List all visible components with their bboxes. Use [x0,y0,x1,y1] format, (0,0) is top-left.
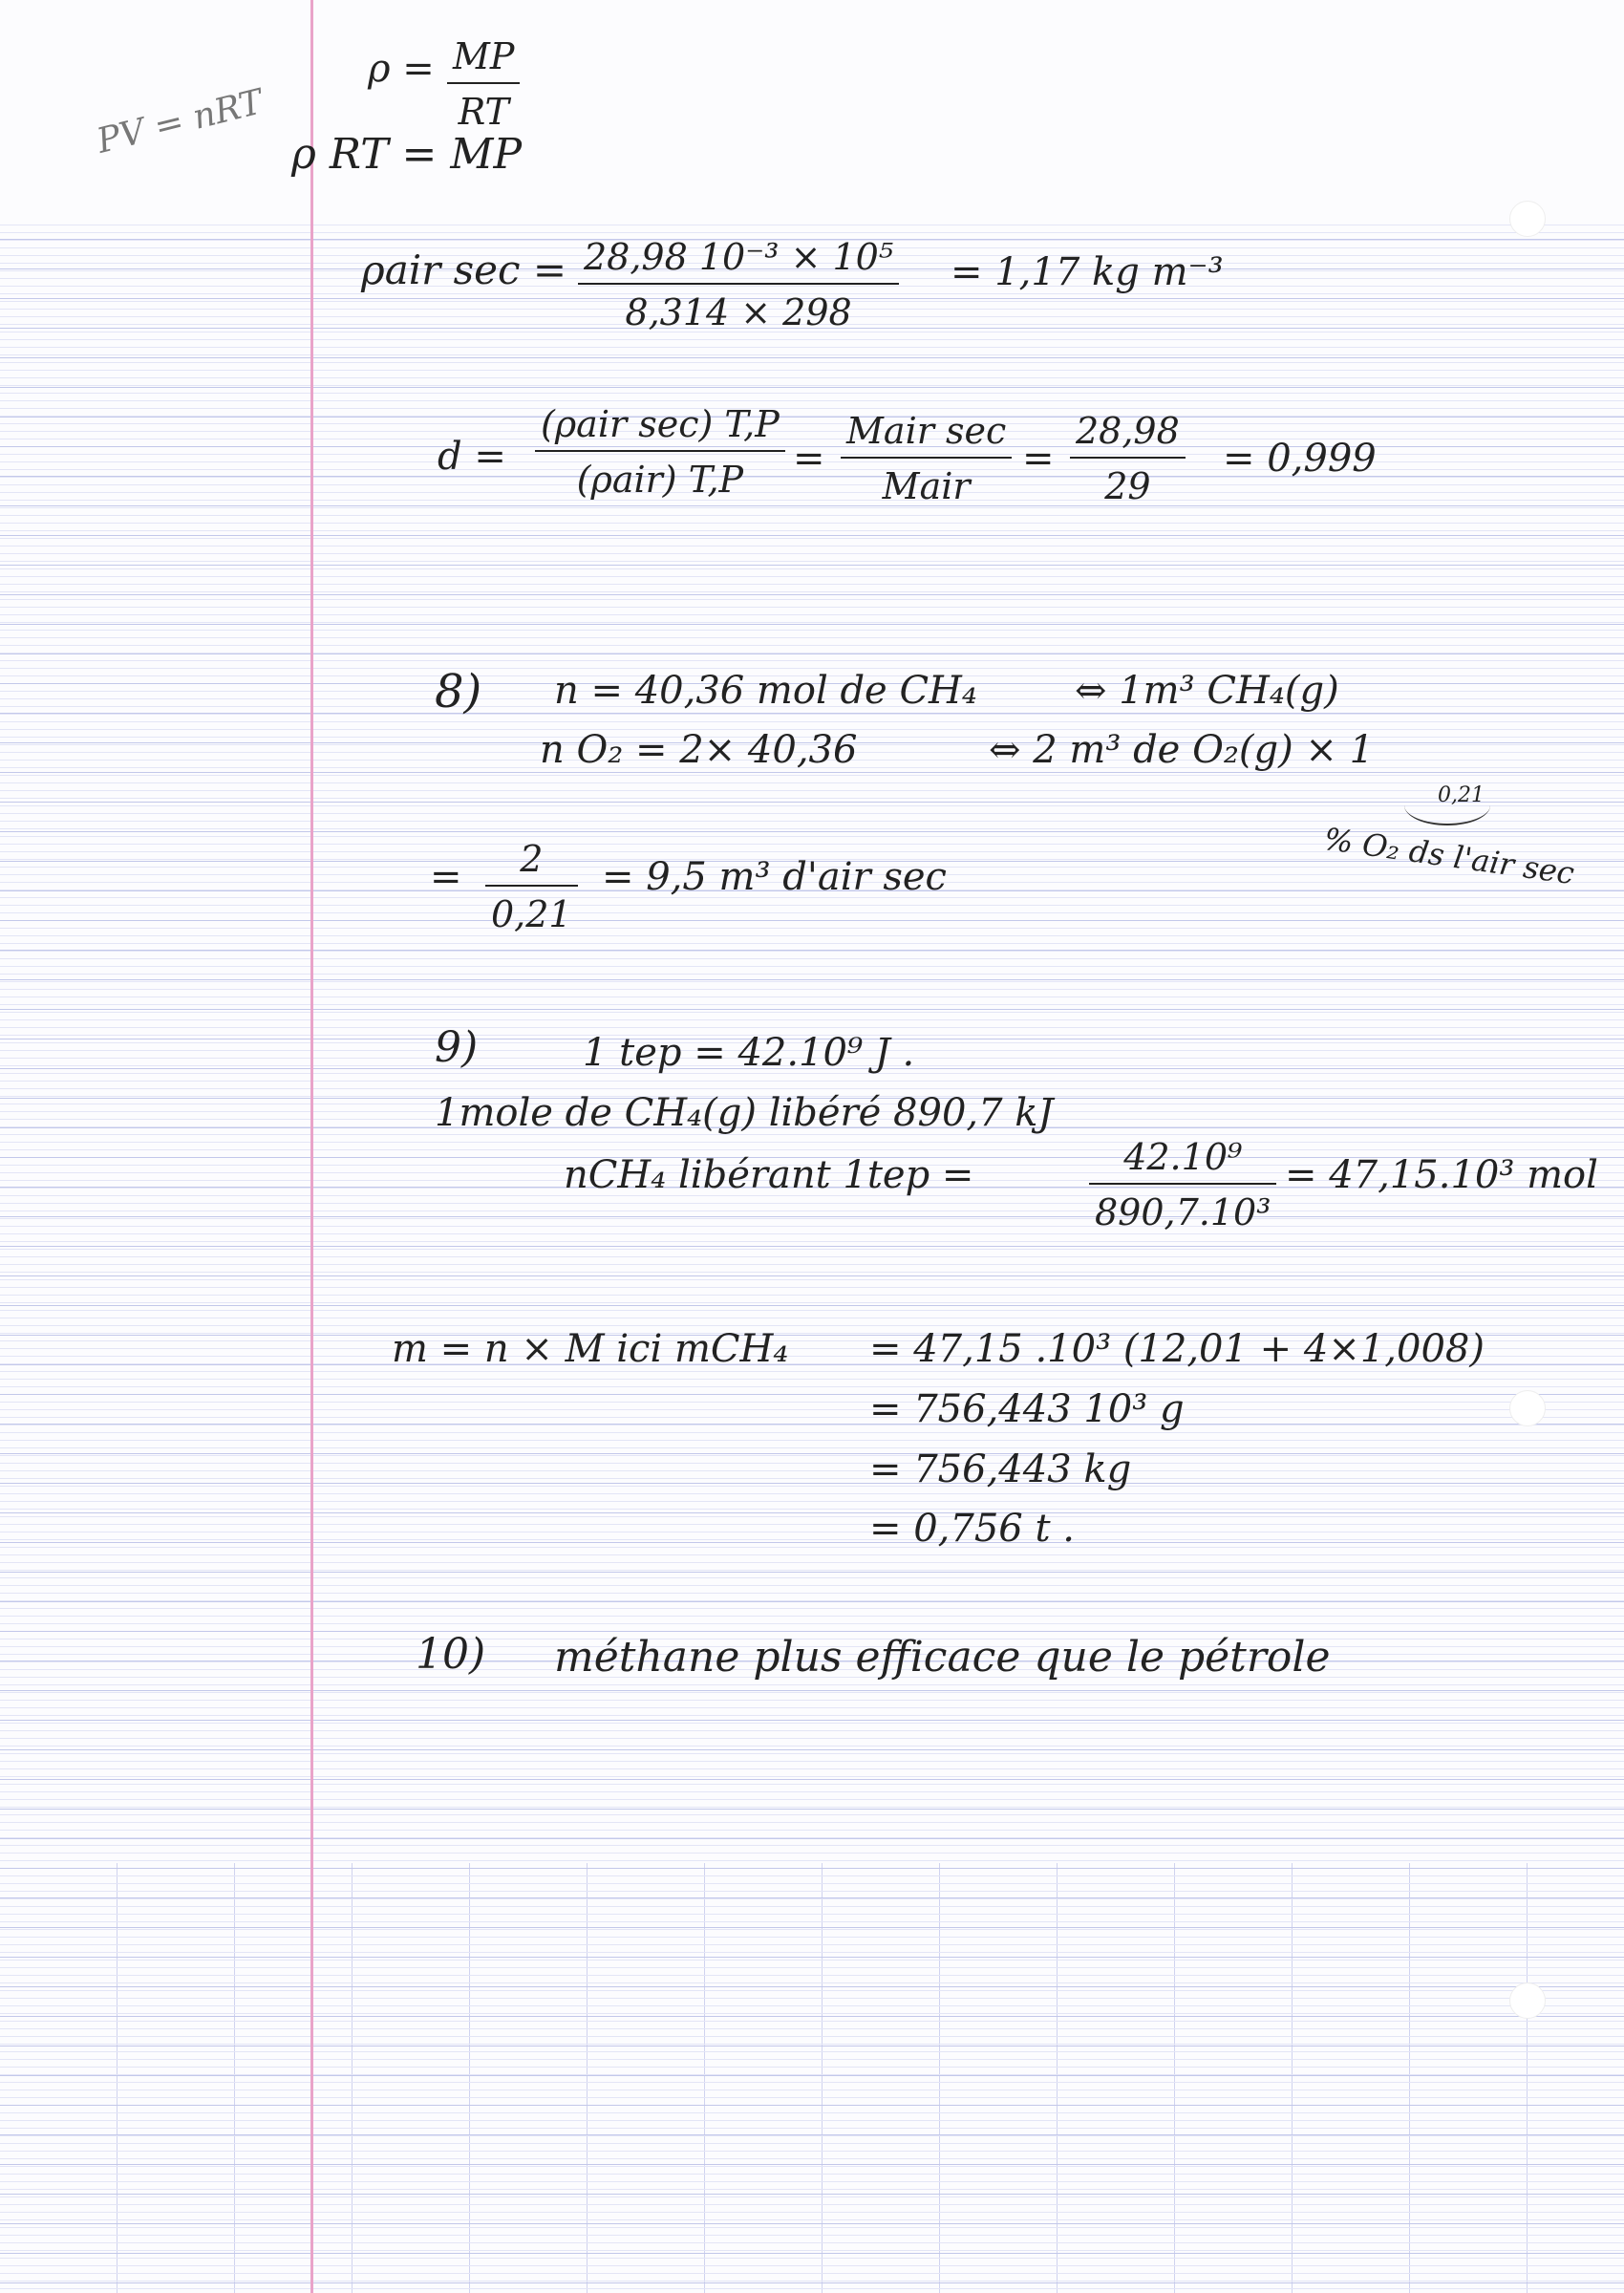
rho-fraction [447,35,520,133]
q8-oxygen-note: % O₂ ds l'air sec [1321,820,1577,892]
rho-air-fraction [578,236,899,333]
q9-line1: 1 tep = 42.10⁹ J . [583,1031,915,1075]
q8-fraction-den: 0,21 [491,893,572,935]
density-f1-num: (ρair sec) T,P [541,403,780,445]
q8-line2-equivalence: ⇔ 2 m³ de O₂(g) × 1 [989,728,1375,772]
q9-label: 9) [435,1023,479,1072]
q9-line3-result: = 47,15.10³ mol [1285,1153,1598,1197]
rho-rt-equation: ρ RT = MP [291,130,523,179]
punch-hole [1509,1390,1546,1426]
rho-air-den: 8,314 × 298 [625,291,852,333]
q9-line2: 1mole de CH₄(g) libéré 890,7 kJ [435,1091,1054,1135]
rho-air-result: = 1,17 kg m⁻³ [951,250,1224,294]
q9-mass-line3: = 756,443 kg [869,1447,1132,1491]
q8-fraction [485,838,578,935]
q8-line2: n O₂ = 2× 40,36 [540,728,858,772]
rho-fraction-den: RT [458,91,509,133]
density-result: = 0,999 [1223,437,1377,481]
density-fraction-1 [535,403,785,501]
rho-air-label: ρair sec = [361,246,567,293]
q10-label: 10) [416,1630,486,1679]
q10-text: méthane plus efficace que le pétrole [554,1633,1331,1682]
punch-hole [1509,1982,1546,2019]
q9-fraction-den: 890,7.10³ [1095,1191,1271,1233]
rho-air-num: 28,98 10⁻³ × 10⁵ [584,236,894,278]
q8-small-factor: 0,21 [1438,783,1485,807]
q8-line1: n = 40,36 mol de CH₄ [554,669,977,713]
q9-line3-lhs: nCH₄ libérant 1tep = [564,1153,974,1197]
density-f3-num: 28,98 [1076,410,1180,452]
q9-mass-formula: m = n × M ici mCH₄ [392,1327,789,1371]
q9-mass-line4: = 0,756 t . [869,1507,1075,1551]
density-fraction-2 [841,410,1012,507]
density-fraction-3 [1070,410,1186,507]
q8-fraction-num: 2 [520,838,544,880]
annotation-curve [1404,785,1490,825]
q9-fraction [1089,1136,1276,1233]
margin-line [310,0,313,2293]
punch-hole [1509,201,1546,237]
rho-lhs: ρ = [368,47,435,91]
density-f2-den: Mair [882,465,971,507]
equals-sign: = [793,437,825,481]
q9-mass-line2: = 756,443 10³ g [869,1387,1185,1431]
q9-fraction-num: 42.10⁹ [1123,1136,1243,1178]
q8-label: 8) [435,665,482,718]
q8-line3-result: = 9,5 m³ d'air sec [602,855,947,899]
q9-mass-line1: = 47,15 .10³ (12,01 + 4×1,008) [869,1327,1485,1371]
density-f1-den: (ρair) T,P [576,459,744,501]
density-label: d = [438,435,506,479]
q8-line1-equivalence: ⇔ 1m³ CH₄(g) [1075,669,1339,713]
density-f2-num: Mair sec [846,410,1007,452]
ideal-gas-law: PV = nRT [93,82,267,161]
q8-line3-lhs: = [430,855,462,899]
density-f3-den: 29 [1104,465,1151,507]
rho-fraction-num: MP [453,35,515,77]
equals-sign: = [1022,437,1055,481]
